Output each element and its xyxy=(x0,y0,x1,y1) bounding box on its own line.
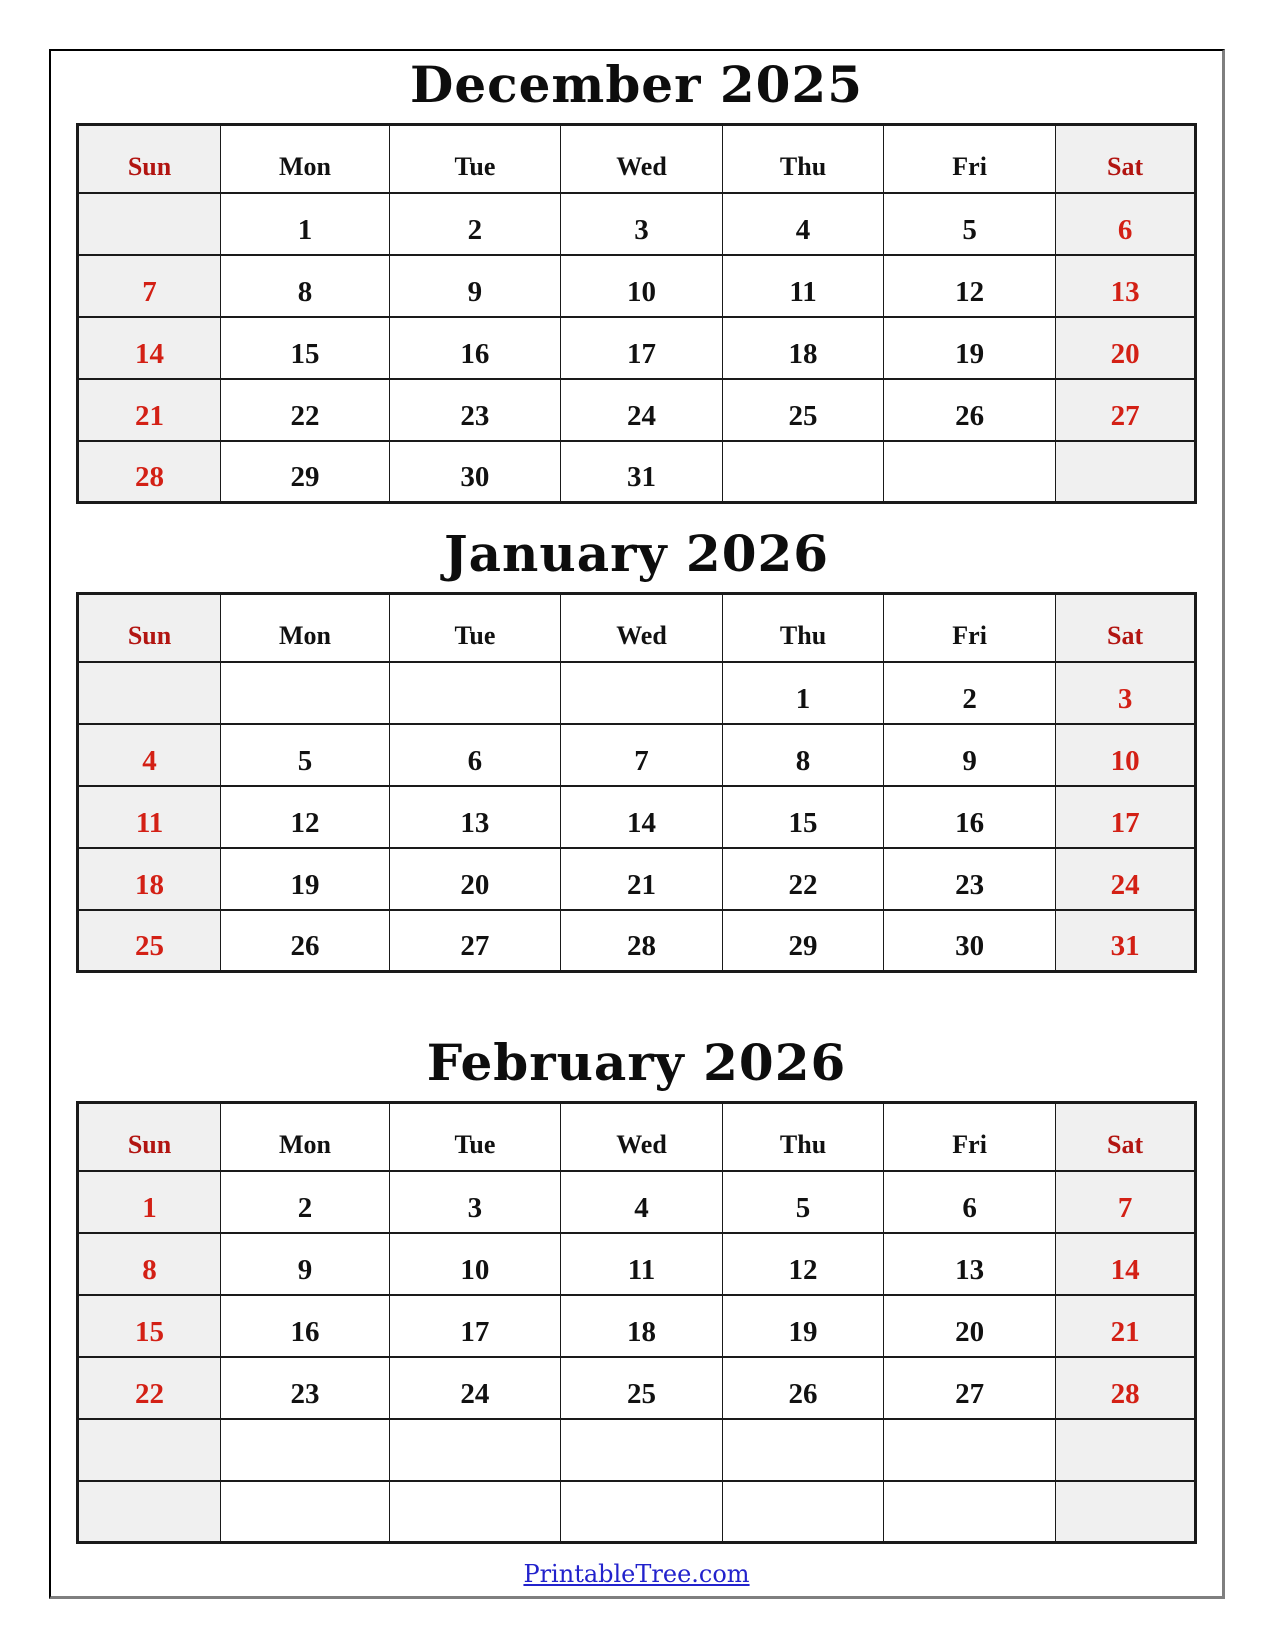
day-cell: 24 xyxy=(560,379,722,441)
week-row xyxy=(78,1481,1196,1543)
empty-day-cell xyxy=(78,662,221,724)
day-cell: 1 xyxy=(78,1171,221,1233)
day-cell: 31 xyxy=(560,441,722,503)
day-cell: 22 xyxy=(221,379,390,441)
day-cell: 29 xyxy=(723,910,884,972)
day-cell: 1 xyxy=(221,193,390,255)
day-cell: 25 xyxy=(78,910,221,972)
month-section xyxy=(51,526,1222,973)
day-cell: 25 xyxy=(723,379,884,441)
day-cell: 6 xyxy=(884,1171,1056,1233)
day-cell: 27 xyxy=(389,910,560,972)
week-row xyxy=(78,910,1196,972)
calendar-table xyxy=(76,592,1197,973)
day-cell: 11 xyxy=(78,786,221,848)
weekday-header-fri: Fri xyxy=(884,1103,1056,1171)
page-container xyxy=(49,49,1225,1599)
calendar-months xyxy=(51,57,1222,1544)
week-row xyxy=(78,255,1196,317)
day-cell: 14 xyxy=(1056,1233,1196,1295)
day-cell: 30 xyxy=(389,441,560,503)
day-cell: 2 xyxy=(884,662,1056,724)
month-title: January 2026 xyxy=(443,524,830,583)
weekday-header-row xyxy=(78,125,1196,193)
day-cell: 16 xyxy=(884,786,1056,848)
empty-day-cell xyxy=(221,1419,390,1481)
day-cell: 12 xyxy=(723,1233,884,1295)
day-cell: 15 xyxy=(78,1295,221,1357)
empty-day-cell xyxy=(1056,1481,1196,1543)
day-cell: 17 xyxy=(1056,786,1196,848)
empty-day-cell xyxy=(389,1419,560,1481)
day-cell: 9 xyxy=(221,1233,390,1295)
day-cell: 17 xyxy=(560,317,722,379)
week-row xyxy=(78,1357,1196,1419)
day-cell: 17 xyxy=(389,1295,560,1357)
day-cell: 19 xyxy=(884,317,1056,379)
empty-day-cell xyxy=(389,662,560,724)
day-cell: 30 xyxy=(884,910,1056,972)
day-cell: 18 xyxy=(78,848,221,910)
day-cell: 18 xyxy=(723,317,884,379)
empty-day-cell xyxy=(78,193,221,255)
day-cell: 31 xyxy=(1056,910,1196,972)
weekday-header-wed: Wed xyxy=(560,125,722,193)
day-cell: 4 xyxy=(560,1171,722,1233)
calendar-table xyxy=(76,1101,1197,1544)
week-row xyxy=(78,1295,1196,1357)
day-cell: 10 xyxy=(560,255,722,317)
day-cell: 16 xyxy=(389,317,560,379)
day-cell: 12 xyxy=(884,255,1056,317)
week-row xyxy=(78,379,1196,441)
day-cell: 7 xyxy=(78,255,221,317)
weekday-header-sat: Sat xyxy=(1056,1103,1196,1171)
day-cell: 5 xyxy=(221,724,390,786)
weekday-header-thu: Thu xyxy=(723,594,884,662)
empty-day-cell xyxy=(884,1481,1056,1543)
weekday-header-tue: Tue xyxy=(389,1103,560,1171)
month-title: February 2026 xyxy=(426,1033,847,1092)
day-cell: 11 xyxy=(723,255,884,317)
day-cell: 6 xyxy=(1056,193,1196,255)
footer xyxy=(51,1560,1222,1588)
empty-day-cell xyxy=(1056,441,1196,503)
empty-day-cell xyxy=(221,1481,390,1543)
day-cell: 29 xyxy=(221,441,390,503)
week-row xyxy=(78,441,1196,503)
empty-day-cell xyxy=(78,1481,221,1543)
day-cell: 7 xyxy=(1056,1171,1196,1233)
day-cell: 13 xyxy=(1056,255,1196,317)
weekday-header-mon: Mon xyxy=(221,1103,390,1171)
week-row xyxy=(78,786,1196,848)
day-cell: 26 xyxy=(221,910,390,972)
empty-day-cell xyxy=(884,1419,1056,1481)
day-cell: 3 xyxy=(1056,662,1196,724)
day-cell: 20 xyxy=(884,1295,1056,1357)
weekday-header-fri: Fri xyxy=(884,125,1056,193)
day-cell: 25 xyxy=(560,1357,722,1419)
footer-site-link[interactable]: PrintableTree.com xyxy=(523,1560,750,1588)
weekday-header-fri: Fri xyxy=(884,594,1056,662)
empty-day-cell xyxy=(884,441,1056,503)
day-cell: 20 xyxy=(389,848,560,910)
weekday-header-sun: Sun xyxy=(78,1103,221,1171)
day-cell: 8 xyxy=(723,724,884,786)
day-cell: 23 xyxy=(389,379,560,441)
day-cell: 23 xyxy=(884,848,1056,910)
empty-day-cell xyxy=(723,1481,884,1543)
day-cell: 24 xyxy=(1056,848,1196,910)
empty-day-cell xyxy=(78,1419,221,1481)
weekday-header-thu: Thu xyxy=(723,125,884,193)
weekday-header-sat: Sat xyxy=(1056,594,1196,662)
empty-day-cell xyxy=(723,1419,884,1481)
empty-day-cell xyxy=(560,1419,722,1481)
day-cell: 6 xyxy=(389,724,560,786)
calendar-table xyxy=(76,123,1197,504)
day-cell: 15 xyxy=(221,317,390,379)
day-cell: 12 xyxy=(221,786,390,848)
weekday-header-tue: Tue xyxy=(389,125,560,193)
empty-day-cell xyxy=(221,662,390,724)
day-cell: 28 xyxy=(1056,1357,1196,1419)
day-cell: 28 xyxy=(78,441,221,503)
empty-day-cell xyxy=(560,662,722,724)
day-cell: 21 xyxy=(78,379,221,441)
weekday-header-wed: Wed xyxy=(560,594,722,662)
day-cell: 28 xyxy=(560,910,722,972)
day-cell: 2 xyxy=(221,1171,390,1233)
day-cell: 20 xyxy=(1056,317,1196,379)
day-cell: 3 xyxy=(389,1171,560,1233)
day-cell: 21 xyxy=(560,848,722,910)
day-cell: 4 xyxy=(723,193,884,255)
day-cell: 27 xyxy=(1056,379,1196,441)
day-cell: 21 xyxy=(1056,1295,1196,1357)
day-cell: 5 xyxy=(884,193,1056,255)
weekday-header-row xyxy=(78,594,1196,662)
week-row xyxy=(78,1419,1196,1481)
week-row xyxy=(78,1171,1196,1233)
empty-day-cell xyxy=(560,1481,722,1543)
weekday-header-thu: Thu xyxy=(723,1103,884,1171)
empty-day-cell xyxy=(1056,1419,1196,1481)
day-cell: 1 xyxy=(723,662,884,724)
empty-day-cell xyxy=(723,441,884,503)
weekday-header-tue: Tue xyxy=(389,594,560,662)
day-cell: 15 xyxy=(723,786,884,848)
day-cell: 13 xyxy=(884,1233,1056,1295)
week-row xyxy=(78,724,1196,786)
day-cell: 10 xyxy=(389,1233,560,1295)
weekday-header-mon: Mon xyxy=(221,125,390,193)
day-cell: 19 xyxy=(221,848,390,910)
day-cell: 4 xyxy=(78,724,221,786)
day-cell: 8 xyxy=(78,1233,221,1295)
day-cell: 13 xyxy=(389,786,560,848)
weekday-header-wed: Wed xyxy=(560,1103,722,1171)
weekday-header-sun: Sun xyxy=(78,125,221,193)
month-section xyxy=(51,1035,1222,1544)
day-cell: 10 xyxy=(1056,724,1196,786)
day-cell: 22 xyxy=(723,848,884,910)
week-row xyxy=(78,848,1196,910)
day-cell: 9 xyxy=(389,255,560,317)
day-cell: 27 xyxy=(884,1357,1056,1419)
day-cell: 16 xyxy=(221,1295,390,1357)
day-cell: 22 xyxy=(78,1357,221,1419)
day-cell: 18 xyxy=(560,1295,722,1357)
day-cell: 26 xyxy=(723,1357,884,1419)
empty-day-cell xyxy=(389,1481,560,1543)
day-cell: 26 xyxy=(884,379,1056,441)
weekday-header-row xyxy=(78,1103,1196,1171)
month-section xyxy=(51,57,1222,504)
day-cell: 5 xyxy=(723,1171,884,1233)
day-cell: 19 xyxy=(723,1295,884,1357)
month-title: December 2025 xyxy=(409,55,863,114)
weekday-header-mon: Mon xyxy=(221,594,390,662)
day-cell: 9 xyxy=(884,724,1056,786)
week-row xyxy=(78,662,1196,724)
week-row xyxy=(78,1233,1196,1295)
day-cell: 8 xyxy=(221,255,390,317)
day-cell: 2 xyxy=(389,193,560,255)
week-row xyxy=(78,193,1196,255)
day-cell: 11 xyxy=(560,1233,722,1295)
day-cell: 14 xyxy=(560,786,722,848)
day-cell: 7 xyxy=(560,724,722,786)
weekday-header-sun: Sun xyxy=(78,594,221,662)
week-row xyxy=(78,317,1196,379)
day-cell: 3 xyxy=(560,193,722,255)
day-cell: 24 xyxy=(389,1357,560,1419)
weekday-header-sat: Sat xyxy=(1056,125,1196,193)
day-cell: 23 xyxy=(221,1357,390,1419)
day-cell: 14 xyxy=(78,317,221,379)
